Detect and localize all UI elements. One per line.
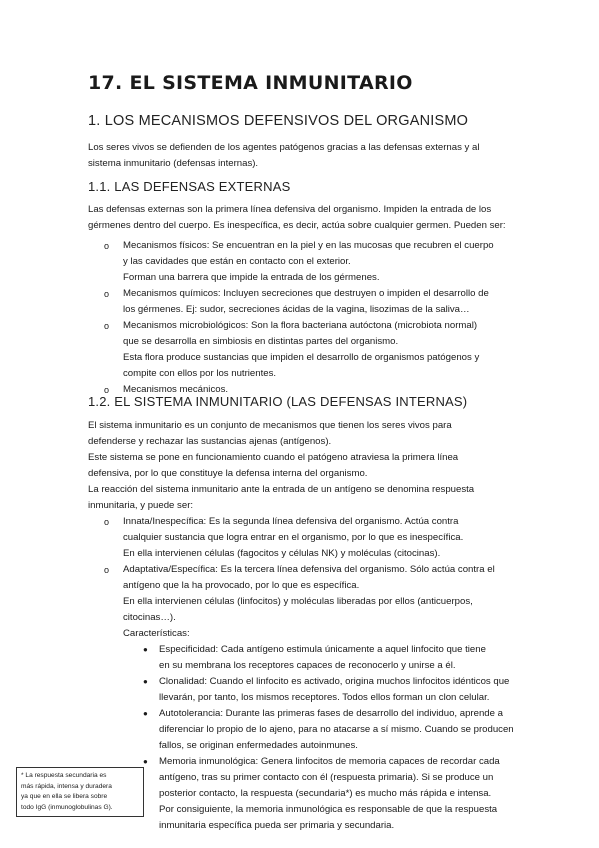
text-line: Clonalidad: Cuando el linfocito es activado, origina muchos linfocitos idénticos que — [159, 676, 510, 687]
text-line: El sistema inmunitario es un conjunto de mecanismos que tienen los seres vivos para — [88, 420, 452, 431]
text-line: Esta flora produce sustancias que impiden el desarrollo de organismos patógenos y — [123, 352, 480, 363]
text-line: Las defensas externas son la primera línea defensiva del organismo. Impiden la entrada de los — [88, 204, 492, 215]
hollow-bullet-icon: o — [104, 385, 110, 395]
text-line: gérmenes dentro del cuerpo. Es inespecífica, es decir, actúa sobre cualquier germen. Pueden ser: — [88, 220, 506, 231]
hollow-bullet-icon: o — [104, 321, 110, 331]
text-line: Características: — [123, 628, 190, 639]
text-line: inmunitaria específica pueda ser primaria y secundaria. — [159, 820, 395, 831]
text-line: Mecanismos mecánicos. — [123, 384, 229, 395]
list-item — [88, 562, 528, 834]
text-line: Especificidad: Cada antígeno estimula únicamente a aquel linfocito que tiene — [159, 644, 486, 655]
text-line: Los seres vivos se defienden de los agentes patógenos gracias a las defensas externas y al — [88, 142, 480, 153]
external-defenses-list — [88, 238, 528, 398]
text-line: que se desarrolla en simbiosis en distintas partes del organismo. — [123, 336, 399, 347]
section-1-intro — [88, 140, 518, 172]
characteristics-list — [123, 642, 528, 834]
text-line: sistema inmunitario (defensas internas). — [88, 158, 259, 169]
hollow-bullet-icon: o — [104, 289, 110, 299]
list-item — [123, 754, 528, 834]
text-line: antígeno, tras su primer contacto con él (respuesta primaria). Si se produce un — [159, 772, 494, 783]
hollow-bullet-icon: o — [104, 565, 110, 575]
section-1-2-intro — [88, 418, 518, 514]
text-line: llevarán, por tanto, los mismos receptores. Todos ellos forman un clon celular. — [159, 692, 490, 703]
list-item — [123, 706, 528, 754]
text-line: Autotolerancia: Durante las primeras fases de desarrollo del individuo, aprende a — [159, 708, 503, 719]
text-line: más rápida, intensa y duradera — [21, 782, 112, 790]
text-line: defenderse y rechazar las sustancias ajenas (antígenos). — [88, 436, 332, 447]
text-line: Este sistema se pone en funcionamiento cuando el patógeno atraviesa la primera línea — [88, 452, 459, 463]
text-line: Memoria inmunológica: Genera linfocitos de memoria capaces de recordar cada — [159, 756, 500, 767]
section-1-1-intro — [88, 202, 518, 234]
list-item — [88, 286, 528, 318]
text-line: los gérmenes. Ej: sudor, secreciones ácidas de la vagina, lisozimas de la saliva… — [123, 304, 470, 315]
text-line: inmunitaria, y puede ser: — [88, 500, 194, 511]
list-item — [88, 514, 528, 562]
text-line: antígeno que la ha provocado, por lo que es específica. — [123, 580, 360, 591]
solid-bullet-icon: ● — [143, 677, 148, 686]
footnote-box — [16, 767, 144, 817]
text-line: diferenciar lo propio de lo ajeno, para no atacarse a sí mismo. Cuando se producen — [159, 724, 514, 735]
list-item — [88, 318, 528, 382]
text-line: En ella intervienen células (fagocitos y células NK) y moléculas (citocinas). — [123, 548, 441, 559]
text-line: fallos, se originan enfermedades autoinmunes. — [159, 740, 358, 751]
text-line: Por consiguiente, la memoria inmunológica es responsable de que la respuesta — [159, 804, 498, 815]
text-line: La reacción del sistema inmunitario ante la entrada de un antígeno se denomina respuesta — [88, 484, 475, 495]
text-line: todo IgG (inmunoglobulinas G). — [21, 803, 113, 811]
text-line: posterior contacto, la respuesta (secundaria*) es mucho más rápida e intensa. — [159, 788, 492, 799]
text-line: Mecanismos físicos: Se encuentran en la piel y en las mucosas que recubren el cuerpo — [123, 240, 494, 251]
text-line: Forman una barrera que impide la entrada de los gérmenes. — [123, 272, 380, 283]
text-line: Mecanismos químicos: Incluyen secreciones que destruyen o impiden el desarrollo de — [123, 288, 489, 299]
section-1-1-heading: 1.1. LAS DEFENSAS EXTERNAS — [88, 179, 291, 194]
list-item — [88, 238, 528, 286]
solid-bullet-icon: ● — [143, 645, 148, 654]
text-line: en su membrana los receptores capaces de reconocerlo y unirse a él. — [159, 660, 456, 671]
list-item — [123, 674, 528, 706]
text-line: ya que en ella se libera sobre — [21, 793, 108, 800]
text-line: Innata/Inespecífica: Es la segunda línea defensiva del organismo. Actúa contra — [123, 516, 459, 527]
hollow-bullet-icon: o — [104, 241, 110, 251]
text-line: Adaptativa/Específica: Es la tercera línea defensiva del organismo. Sólo actúa contra el — [123, 564, 495, 575]
page-title: 17. EL SISTEMA INMUNITARIO — [88, 72, 413, 94]
text-line: cualquier sustancia que logra entrar en el organismo, por lo que es inespecífica. — [123, 532, 464, 543]
text-line: * La respuesta secundaria es — [21, 772, 107, 779]
section-1-heading: 1. LOS MECANISMOS DEFENSIVOS DEL ORGANISMO — [88, 113, 469, 129]
solid-bullet-icon: ● — [143, 709, 148, 718]
text-line: Mecanismos microbiológicos: Son la flora bacteriana autóctona (microbiota normal) — [123, 320, 478, 331]
text-line: citocinas…). — [123, 612, 176, 623]
hollow-bullet-icon: o — [104, 517, 110, 527]
text-line: defensiva, por lo que constituye la defensa interna del organismo. — [88, 468, 368, 479]
text-line: compite con ellos por los nutrientes. — [123, 368, 277, 379]
list-item — [123, 642, 528, 674]
immune-response-list — [88, 514, 528, 834]
solid-bullet-icon: ● — [143, 757, 148, 766]
text-line: En ella intervienen células (linfocitos) y moléculas liberadas por ellos (anticuerpos, — [123, 596, 473, 607]
section-1-2-heading: 1.2. EL SISTEMA INMUNITARIO (LAS DEFENSAS INTERNAS) — [88, 394, 468, 409]
text-line: y las cavidades que están en contacto con el exterior. — [123, 256, 351, 267]
